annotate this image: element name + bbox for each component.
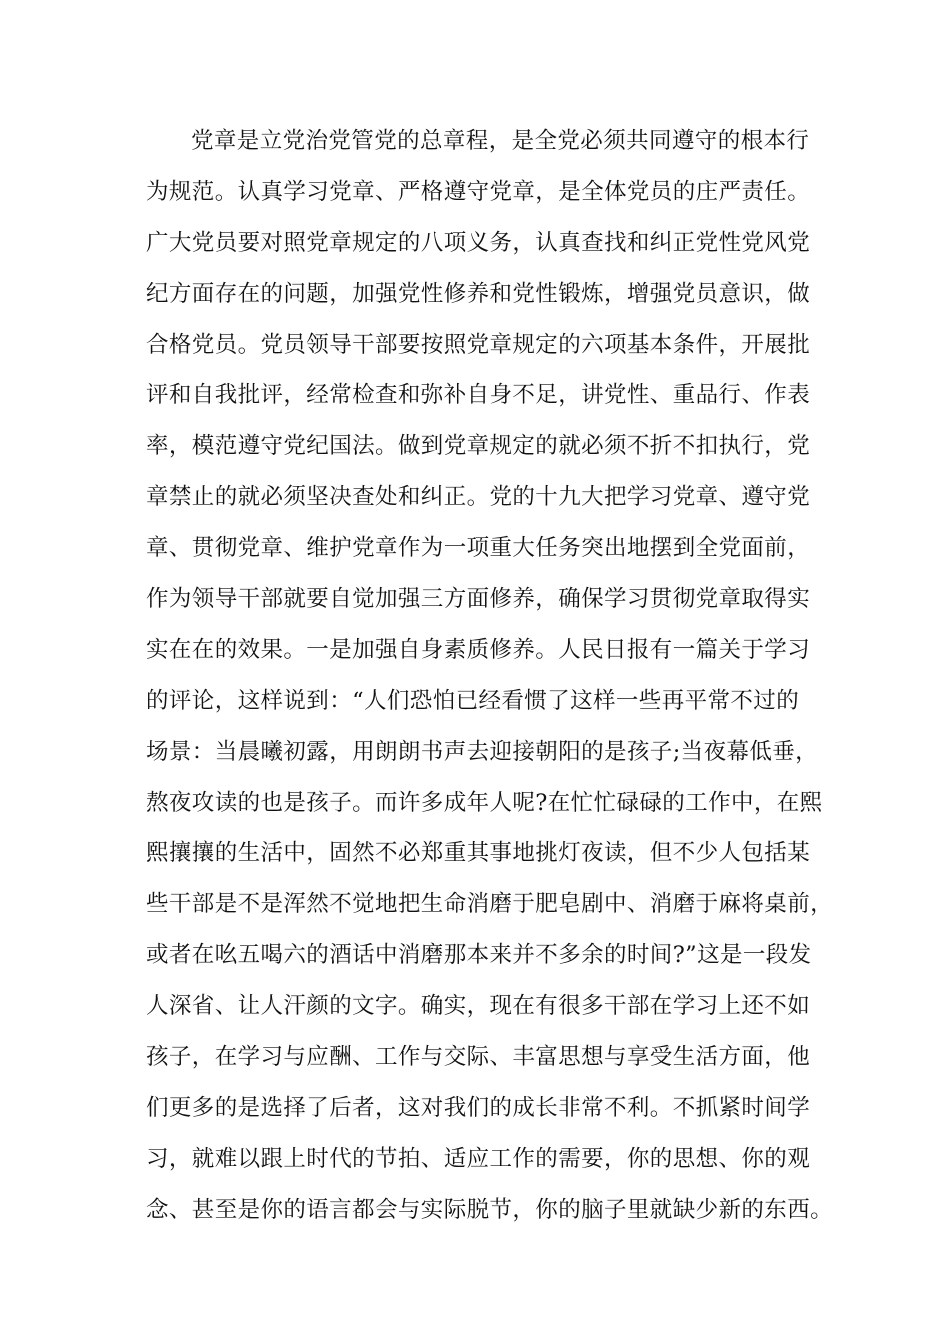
text-line-20: 们更多的是选择了后者，这对我们的成长非常不利。不抓紧时间学 — [146, 1094, 811, 1121]
text-line-12: 的评论，这样说到：“人们恐怕已经看惯了这样一些再平常不过的 — [146, 687, 800, 714]
body-paragraph — [146, 119, 836, 1239]
text-line-3: 广大党员要对照党章规定的八项义务，认真查找和纠正党性党风党 — [146, 229, 811, 256]
text-line-15: 熙攘攘的生活中，固然不必郑重其事地挑灯夜读，但不少人包括某 — [146, 840, 811, 867]
text-line-10: 作为领导干部就要自觉加强三方面修养，确保学习贯彻党章取得实 — [146, 586, 811, 613]
text-line-21: 习，就难以跟上时代的节拍、适应工作的需要，你的思想、你的观 — [146, 1145, 811, 1172]
text-line-7: 率，模范遵守党纪国法。做到党章规定的就必须不折不扣执行，党 — [146, 433, 811, 460]
text-line-16: 些干部是不是浑然不觉地把生命消磨于肥皂剧中、消磨于麻将桌前， — [146, 891, 834, 918]
text-line-17: 或者在吆五喝六的酒话中消磨那本来并不多余的时间?”这是一段发 — [146, 942, 812, 969]
text-line-14: 熬夜攻读的也是孩子。而许多成年人呢?在忙忙碌碌的工作中，在熙 — [146, 789, 823, 816]
text-line-13: 场景：当晨曦初露，用朗朗书声去迎接朝阳的是孩子;当夜幕低垂， — [146, 738, 819, 765]
text-line-9: 章、贯彻党章、维护党章作为一项重大任务突出地摆到全党面前， — [146, 535, 811, 562]
text-line-1: 党章是立党治党管党的总章程，是全党必须共同遵守的根本行 — [191, 128, 810, 154]
text-line-11: 实在在的效果。一是加强自身素质修养。人民日报有一篇关于学习 — [146, 636, 811, 663]
text-line-19: 孩子，在学习与应酬、工作与交际、丰富思想与享受生活方面，他 — [146, 1044, 811, 1071]
text-line-6: 评和自我批评，经常检查和弥补自身不足，讲党性、重品行、作表 — [146, 382, 811, 409]
text-line-22: 念、甚至是你的语言都会与实际脱节，你的脑子里就缺少新的东西。 — [146, 1196, 834, 1223]
text-line-5: 合格党员。党员领导干部要按照党章规定的六项基本条件，开展批 — [146, 331, 811, 358]
text-line-18: 人深省、让人汗颜的文字。确实，现在有很多干部在学习上还不如 — [146, 993, 811, 1020]
text-line-4: 纪方面存在的问题，加强党性修养和党性锻炼，增强党员意识，做 — [146, 280, 811, 307]
text-line-8: 章禁止的就必须坚决查处和纠正。党的十九大把学习党章、遵守党 — [146, 484, 811, 511]
text-line-2: 为规范。认真学习党章、严格遵守党章，是全体党员的庄严责任。 — [146, 178, 811, 205]
